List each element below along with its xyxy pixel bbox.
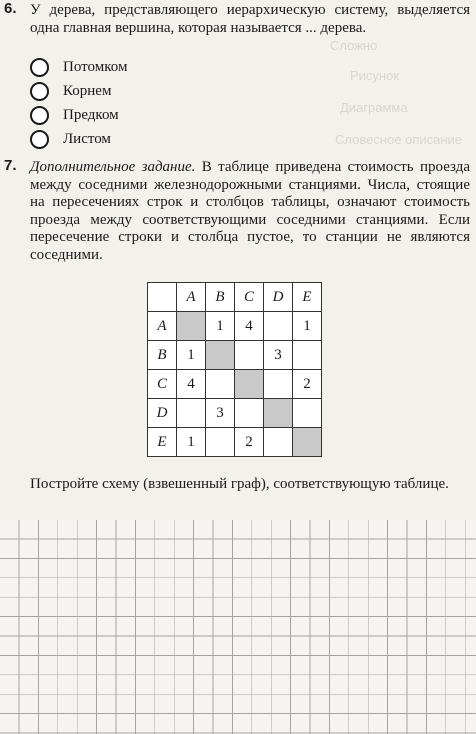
- task6-option-1[interactable]: [30, 56, 127, 78]
- option-label: Листом: [63, 130, 111, 147]
- radio-button[interactable]: [30, 130, 49, 149]
- table-cell: 4: [235, 312, 264, 341]
- table-cell: [293, 399, 322, 428]
- option-label: Потомком: [63, 58, 128, 75]
- task7-label: Дополнительное задание.: [30, 159, 196, 175]
- radio-button[interactable]: [30, 58, 49, 77]
- table-cell: [206, 370, 235, 399]
- column-header: E: [293, 283, 322, 312]
- task6-option-4[interactable]: [30, 128, 111, 150]
- table-cell: 1: [177, 428, 206, 457]
- table-cell-diagonal: [264, 399, 293, 428]
- table-cell-diagonal: [293, 428, 322, 457]
- table-row: [148, 428, 322, 457]
- bleed-through-text: Диаграмма: [340, 100, 408, 115]
- table-cell: [206, 428, 235, 457]
- table-cell-diagonal: [206, 341, 235, 370]
- column-header: D: [264, 283, 293, 312]
- task6-question: У дерева, представляющего иерархическую систему, выделяется одна главная вершина, которая называется ... дерева.: [30, 2, 470, 36]
- bleed-through-text: Словесное описание: [335, 132, 463, 147]
- table-cell: 1: [293, 312, 322, 341]
- option-label: Корнем: [63, 82, 112, 99]
- task6-option-2[interactable]: [30, 80, 111, 102]
- column-header: B: [206, 283, 235, 312]
- column-header: C: [235, 283, 264, 312]
- row-header: C: [148, 370, 177, 399]
- row-header: E: [148, 428, 177, 457]
- table-cell: 3: [264, 341, 293, 370]
- table-row: [148, 341, 322, 370]
- table-row: [148, 399, 322, 428]
- row-header: A: [148, 312, 177, 341]
- table-row: [148, 312, 322, 341]
- task7-number: 7.: [4, 157, 17, 174]
- table-cell: 4: [177, 370, 206, 399]
- cost-table: [147, 282, 322, 457]
- table-cell-diagonal: [177, 312, 206, 341]
- table-cell: [177, 399, 206, 428]
- bleed-through-text: Рисунок: [350, 68, 400, 83]
- task6-number: 6.: [4, 0, 17, 17]
- table-cell: 3: [206, 399, 235, 428]
- table-cell: [293, 341, 322, 370]
- row-header: D: [148, 399, 177, 428]
- task7-description: [30, 159, 470, 264]
- table-cell: [264, 428, 293, 457]
- row-header: B: [148, 341, 177, 370]
- table-cell: [264, 312, 293, 341]
- task7-text: В таблице приведена стоимость проезда между соседними железнодорожными станциями. Числа, стоящие на пересечениях строк и столбцов таблицы, означают стоимость проезда между соответствующими соседними станциями. Если пересечение строки и столбца пустое, то станции не являются соседними.: [30, 159, 470, 263]
- table-cell: 1: [177, 341, 206, 370]
- table-cell: 2: [235, 428, 264, 457]
- table-row: [148, 370, 322, 399]
- table-cell: [264, 370, 293, 399]
- bleed-through-text: Сложно: [330, 38, 378, 53]
- table-cell: [235, 341, 264, 370]
- table-cell-diagonal: [235, 370, 264, 399]
- task7-instruction: Постройте схему (взвешенный граф), соответствующую таблице.: [30, 476, 449, 492]
- drawing-grid-area[interactable]: [0, 520, 476, 734]
- column-header: A: [177, 283, 206, 312]
- table-cell: 2: [293, 370, 322, 399]
- table-header-row: [148, 283, 322, 312]
- table-cell: 1: [206, 312, 235, 341]
- table-corner-cell: [148, 283, 177, 312]
- radio-button[interactable]: [30, 106, 49, 125]
- task6-option-3[interactable]: [30, 104, 119, 126]
- option-label: Предком: [63, 106, 119, 123]
- radio-button[interactable]: [30, 82, 49, 101]
- table-cell: [235, 399, 264, 428]
